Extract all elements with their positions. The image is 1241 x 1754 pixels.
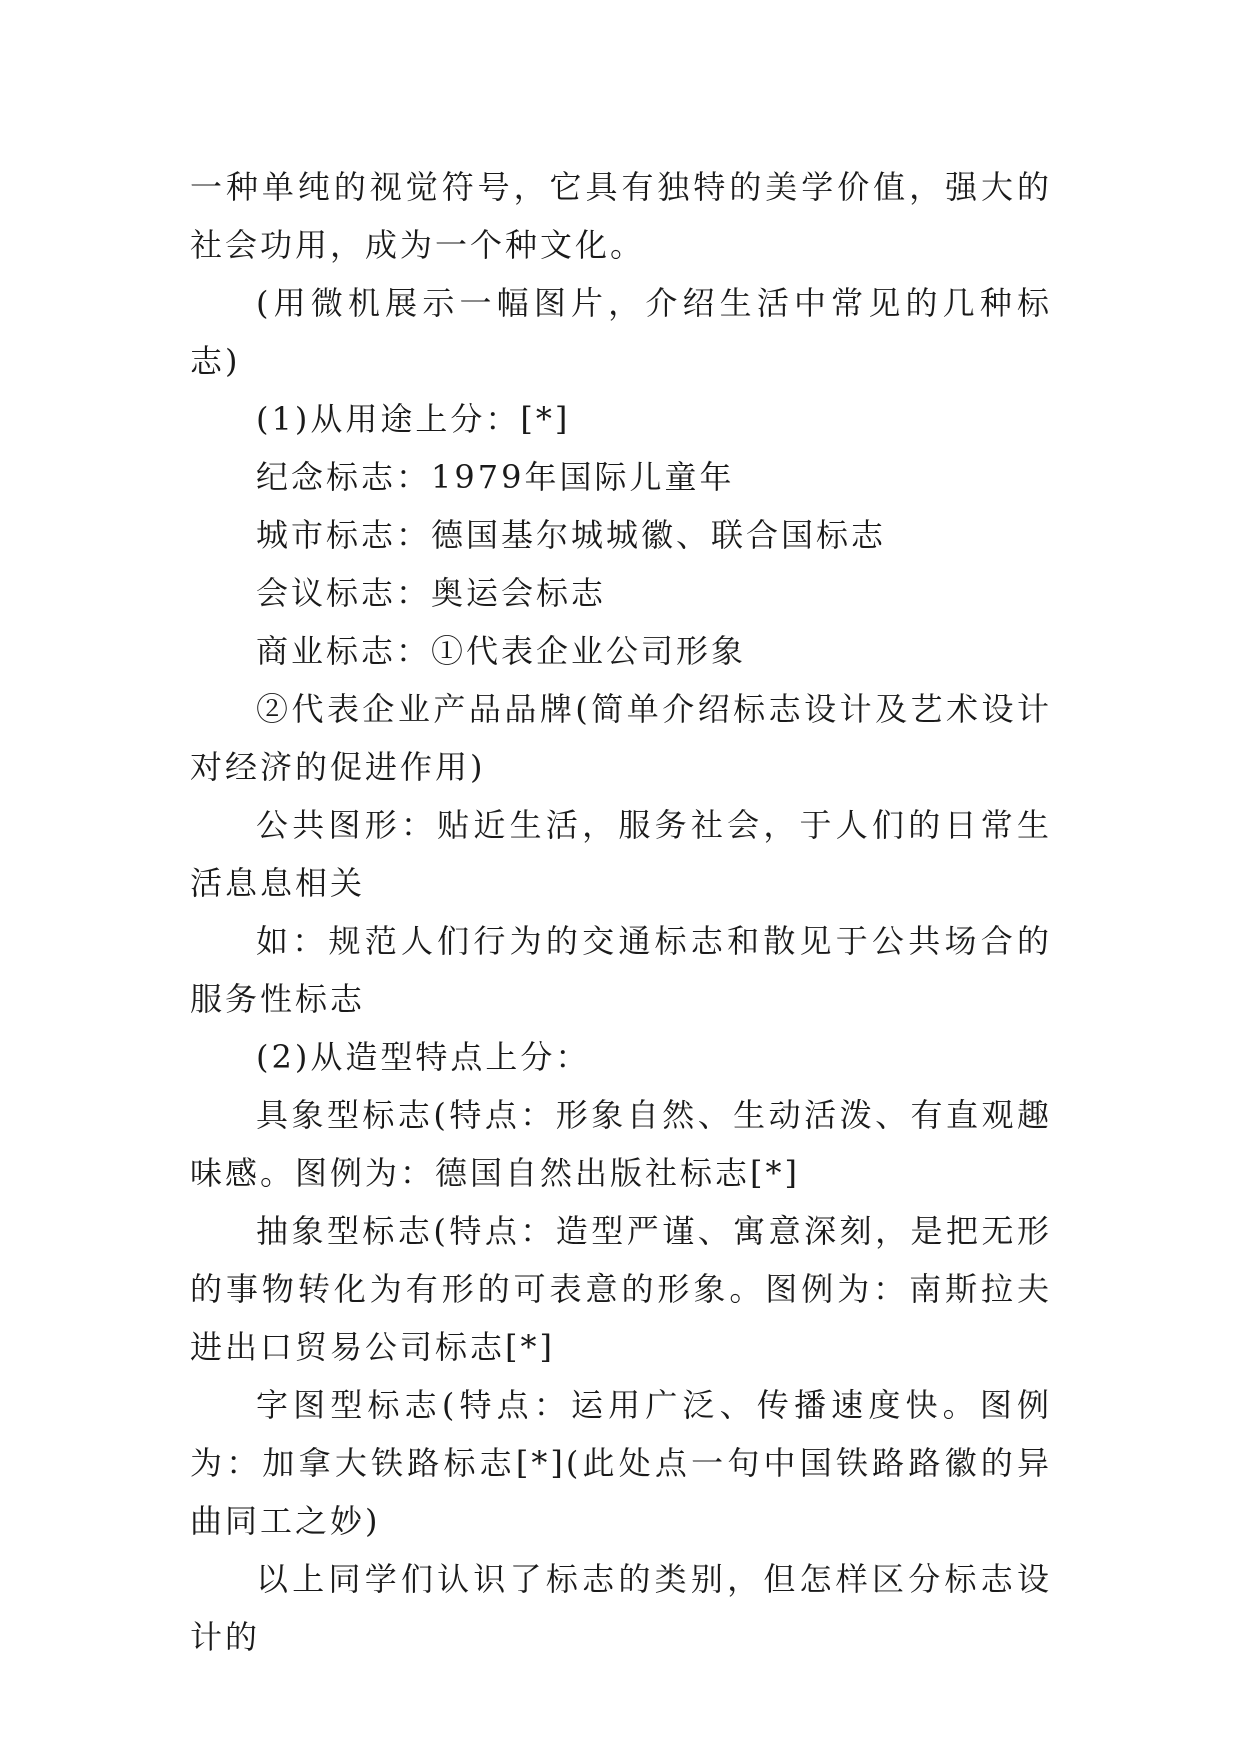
paragraph-6: 会议标志：奥运会标志 [256,574,607,612]
paragraph-15: 以上同学们认识了标志的类别，但怎样区分标志设计的 [190,1560,1052,1656]
paragraph-14: 字图型标志(特点：运用广泛、传播速度快。图例为：加拿大铁路标志[*](此处点一句中国铁路路徽的异曲同工之妙) [190,1386,1052,1540]
paragraph-11: (2)从造型特点上分： [256,1038,591,1076]
document-body [190,158,1052,1666]
paragraph-1: 一种单纯的视觉符号，它具有独特的美学价值，强大的社会功用，成为一个种文化。 [190,168,1052,264]
paragraph-8: ②代表企业产品品牌(简单介绍标志设计及艺术设计对经济的促进作用) [190,690,1052,786]
paragraph-12: 具象型标志(特点：形象自然、生动活泼、有直观趣味感。图例为：德国自然出版社标志[*] [190,1096,1052,1192]
paragraph-2: (用微机展示一幅图片，介绍生活中常见的几种标志) [190,284,1052,380]
paragraph-7: 商业标志：①代表企业公司形象 [256,632,747,670]
paragraph-13: 抽象型标志(特点：造型严谨、寓意深刻，是把无形的事物转化为有形的可表意的形象。图例为：南斯拉夫进出口贸易公司标志[*] [190,1212,1052,1366]
paragraph-4: 纪念标志：1979年国际儿童年 [256,458,735,496]
paragraph-9: 公共图形：贴近生活，服务社会，于人们的日常生活息息相关 [190,806,1052,902]
paragraph-3: (1)从用途上分：[*] [256,400,571,438]
paragraph-5: 城市标志：德国基尔城城徽、联合国标志 [256,516,887,554]
paragraph-10: 如：规范人们行为的交通标志和散见于公共场合的服务性标志 [190,922,1052,1018]
